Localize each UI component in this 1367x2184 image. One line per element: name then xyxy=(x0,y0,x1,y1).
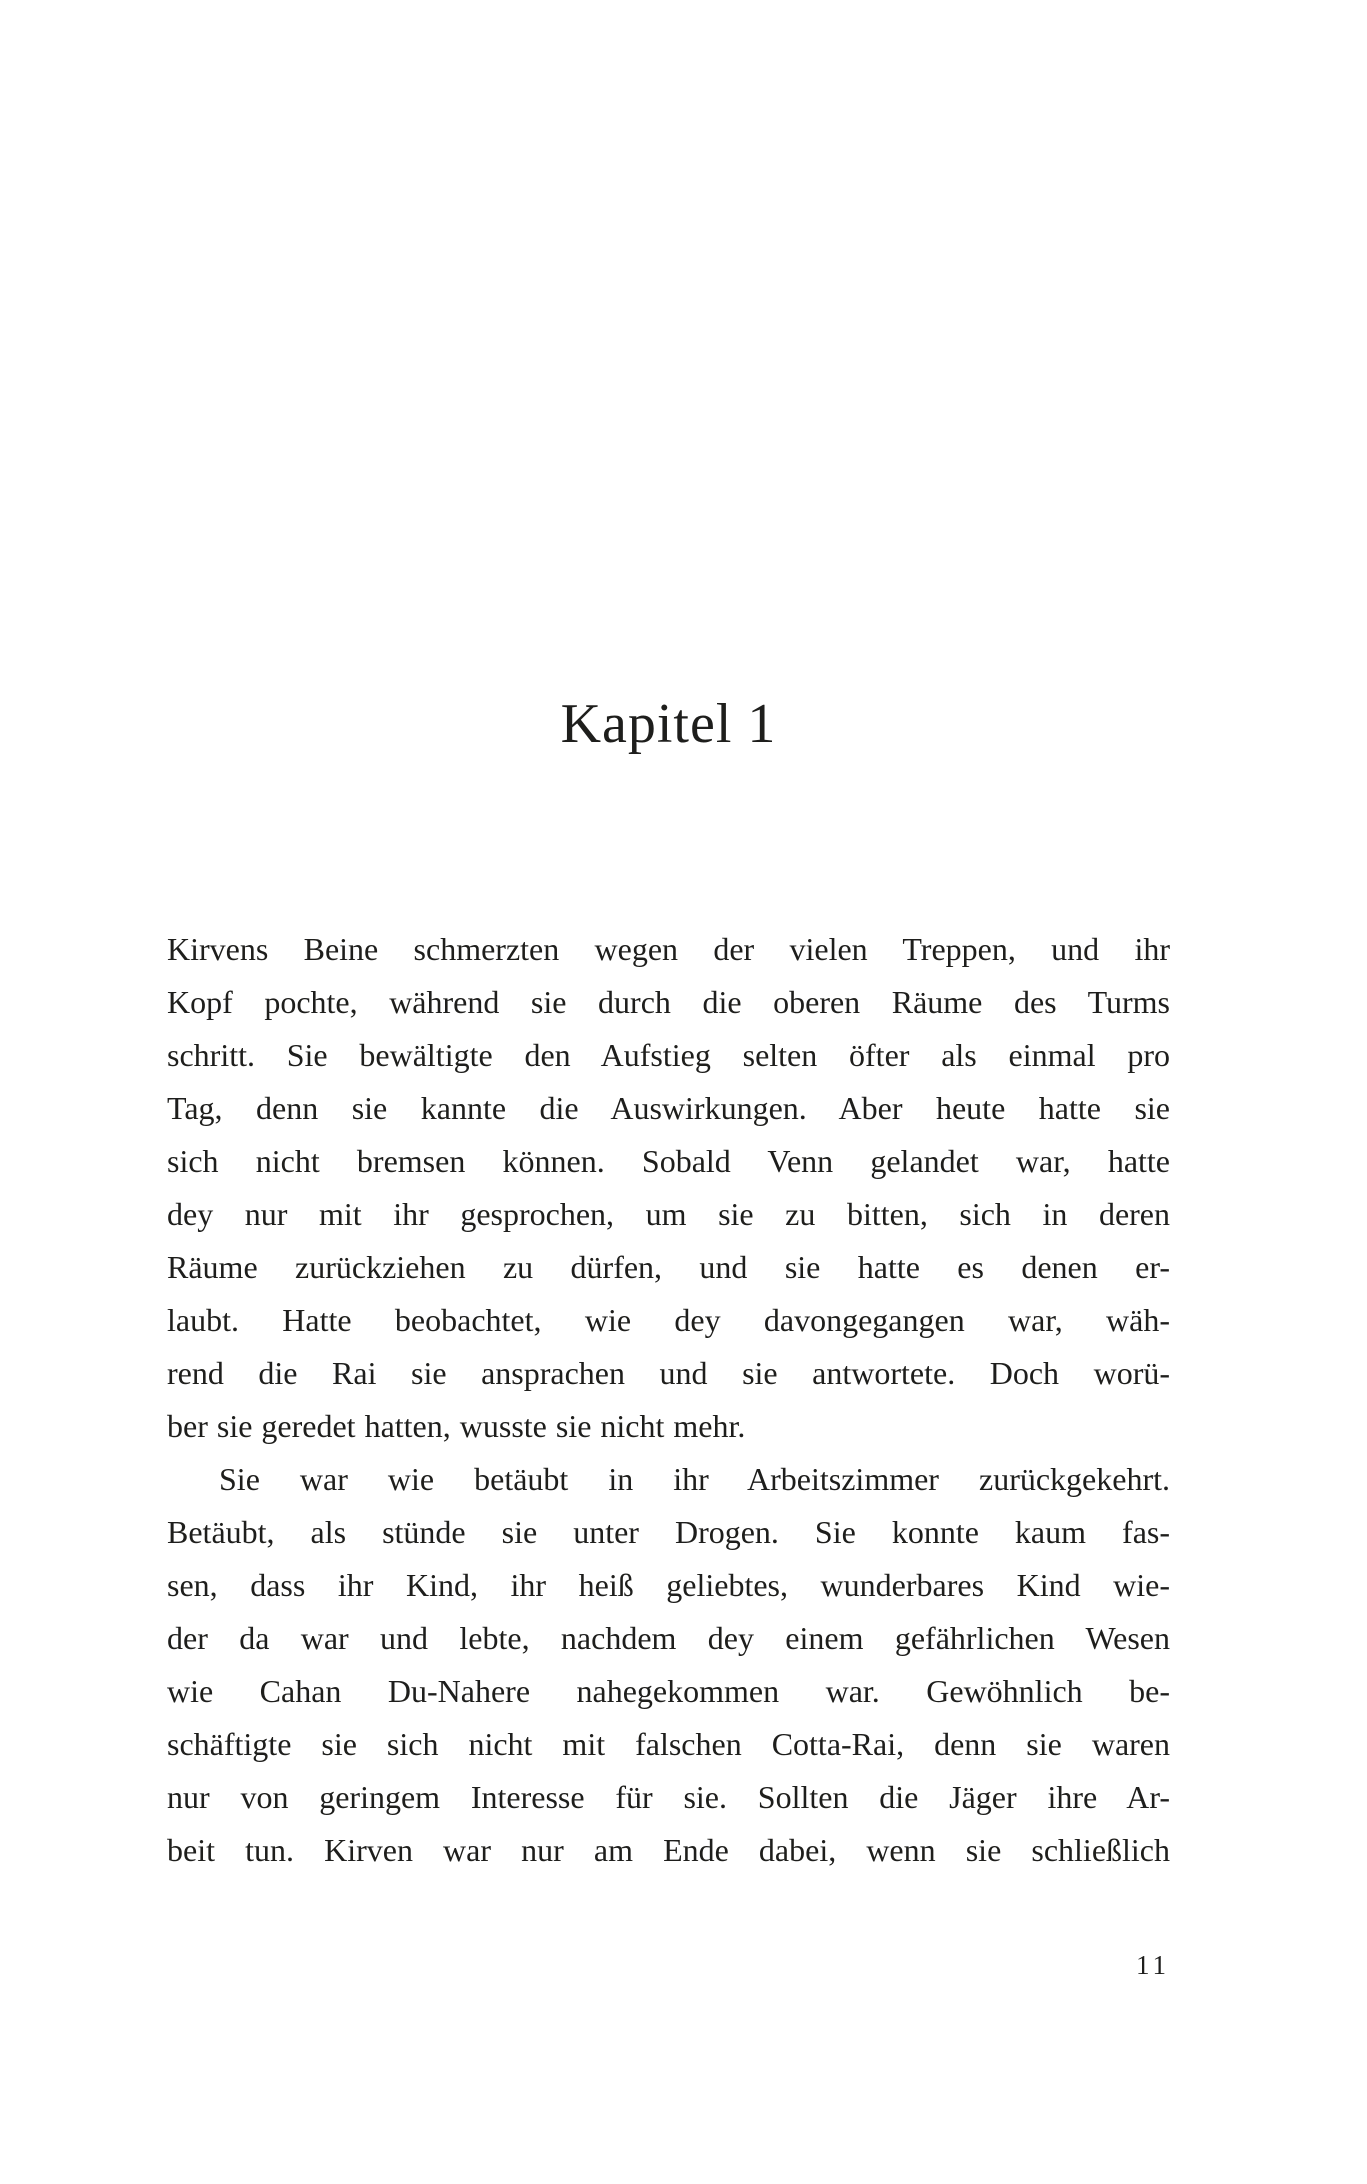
text-line: schäftigte sie sich nicht mit falschen Cotta-Rai, denn sie waren xyxy=(167,1726,1170,1762)
text-line: beit tun. Kirven war nur am Ende dabei, wenn sie schließlich xyxy=(167,1832,1170,1868)
paragraph xyxy=(167,1453,1170,1877)
body-text xyxy=(167,923,1170,1877)
text-line: laubt. Hatte beobachtet, wie dey davongegangen war, wäh- xyxy=(167,1302,1170,1338)
text-line: Betäubt, als stünde sie unter Drogen. Sie konnte kaum fas- xyxy=(167,1514,1170,1550)
text-line: Räume zurückziehen zu dürfen, und sie hatte es denen er- xyxy=(167,1249,1170,1285)
text-line: sich nicht bremsen können. Sobald Venn gelandet war, hatte xyxy=(167,1143,1170,1179)
paragraph xyxy=(167,923,1170,1453)
text-line: Kopf pochte, während sie durch die oberen Räume des Turms xyxy=(167,984,1170,1020)
text-line: ber sie geredet hatten, wusste sie nicht mehr. xyxy=(167,1408,746,1444)
text-line: wie Cahan Du-Nahere nahegekommen war. Gewöhnlich be- xyxy=(167,1673,1170,1709)
text-line: Kirvens Beine schmerzten wegen der vielen Treppen, und ihr xyxy=(167,931,1170,967)
text-line: rend die Rai sie ansprachen und sie antwortete. Doch worü- xyxy=(167,1355,1170,1391)
text-line: sen, dass ihr Kind, ihr heiß geliebtes, wunderbares Kind wie- xyxy=(167,1567,1170,1603)
text-line: nur von geringem Interesse für sie. Sollten die Jäger ihre Ar- xyxy=(167,1779,1170,1815)
text-line: dey nur mit ihr gesprochen, um sie zu bitten, sich in deren xyxy=(167,1196,1170,1232)
text-line: schritt. Sie bewältigte den Aufstieg selten öfter als einmal pro xyxy=(167,1037,1170,1073)
page-number: 11 xyxy=(1136,1950,1170,1980)
text-line: Sie war wie betäubt in ihr Arbeitszimmer zurückgekehrt. xyxy=(219,1461,1170,1497)
chapter-heading: Kapitel 1 xyxy=(560,693,777,755)
text-line: Tag, denn sie kannte die Auswirkungen. Aber heute hatte sie xyxy=(167,1090,1170,1126)
text-line: der da war und lebte, nachdem dey einem gefährlichen Wesen xyxy=(167,1620,1170,1656)
